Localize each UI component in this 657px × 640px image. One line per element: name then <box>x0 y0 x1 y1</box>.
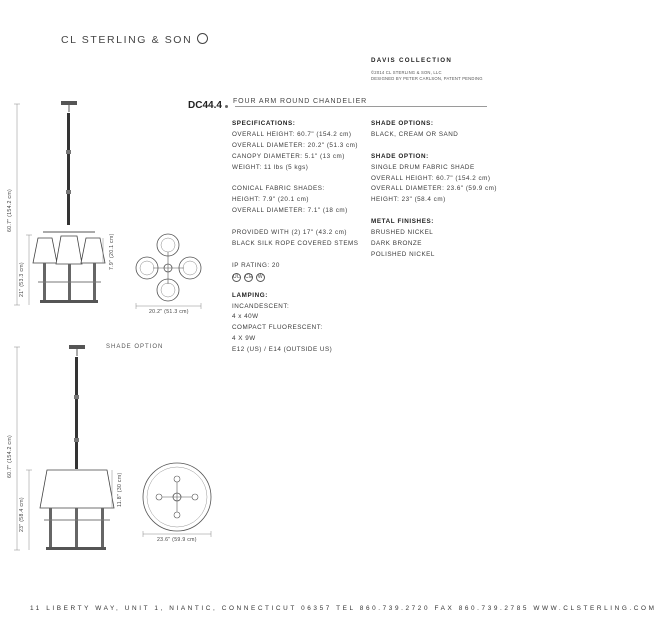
brand-circle-icon <box>197 33 208 44</box>
lamping-cfl-value: 4 X 9W <box>232 335 256 343</box>
brand-logo <box>61 33 208 46</box>
footer-address: 11 LIBERTY WAY, UNIT 1, NIANTIC, CONNECTICUT 06357 TEL 860.739.2720 FAX 860.739.2785 WWW.CLSTERLING.COM <box>30 605 657 612</box>
specs-heading: SPECIFICATIONS: <box>232 120 296 127</box>
lamping-incandescent: INCANDESCENT: <box>232 302 290 310</box>
cert-icons <box>232 273 358 284</box>
shade-option-name: SINGLE DRUM FABRIC SHADE <box>371 163 475 171</box>
spec-overall-height: OVERALL HEIGHT: 60.7" (154.2 cm) <box>232 130 352 138</box>
options-column <box>371 120 497 262</box>
model-number: DC44.4 <box>188 100 222 111</box>
copyright: ©2014 CL STERLING & SON, LLC <box>371 70 442 75</box>
spec-ip-rating: IP RATING: 20 <box>232 261 280 269</box>
drawing2-diameter-label: 23.6" (59.9 cm) <box>157 537 197 543</box>
collection-credits <box>371 70 483 82</box>
shade-options-heading: SHADE OPTIONS: <box>371 120 434 127</box>
metal-finish-item: POLISHED NICKEL <box>371 250 435 258</box>
spec-canopy-diameter: CANOPY DIAMETER: 5.1" (13 cm) <box>232 152 345 160</box>
drawing1-body-height-label: 21" (53.3 cm) <box>19 262 25 297</box>
drawing2-body-height-label: 23" (58.4 cm) <box>19 497 25 532</box>
title-rule <box>235 106 487 107</box>
ce-cert-icon: CE <box>245 273 253 280</box>
metal-finishes-heading: METAL FINISHES: <box>371 218 434 226</box>
designer-credit: DESIGNED BY PETER CARLSON, PATENT PENDING <box>371 76 483 81</box>
drawing1-shade-height-label: 7.9" (20.1 cm) <box>109 233 115 270</box>
ul-cert-icon: UL <box>233 273 241 280</box>
spec-stems-2: BLACK SILK ROPE COVERED STEMS <box>232 240 359 248</box>
metal-finish-item: DARK BRONZE <box>371 240 422 248</box>
shade-option-overall-height: OVERALL HEIGHT: 60.7" (154.2 cm) <box>371 174 491 182</box>
lamping-cfl: COMPACT FLUORESCENT: <box>232 324 323 332</box>
spec-shade-diameter: OVERALL DIAMETER: 7.1" (18 cm) <box>232 207 348 215</box>
w-cert-icon: W <box>257 273 264 280</box>
shade-option-height: HEIGHT: 23" (58.4 cm) <box>371 196 446 204</box>
spec-overall-diameter: OVERALL DIAMETER: 20.2" (51.3 cm) <box>232 141 358 149</box>
drawing2-shade-height-label: 11.8" (30 cm) <box>117 472 123 507</box>
metal-finish-item: BRUSHED NICKEL <box>371 229 434 237</box>
brand-name: CL STERLING & SON <box>61 34 193 46</box>
spec-stems: PROVIDED WITH (2) 17" (43.2 cm) <box>232 229 348 237</box>
specs-column <box>232 120 358 357</box>
lamping-heading: LAMPING: <box>232 291 268 299</box>
lamping-incandescent-value: 4 x 40W <box>232 313 259 321</box>
spec-shade-height: HEIGHT: 7.9" (20.1 cm) <box>232 196 309 204</box>
shade-option-overall-diameter: OVERALL DIAMETER: 23.6" (59.9 cm) <box>371 185 497 193</box>
product-name: FOUR ARM ROUND CHANDELIER <box>233 98 371 105</box>
collection-title: DAVIS COLLECTION <box>371 57 453 64</box>
drawing1-diameter-label: 20.2" (51.3 cm) <box>149 309 189 315</box>
spec-weight: WEIGHT: 11 lbs (5 kgs) <box>232 163 309 171</box>
shade-option-drawing-label: SHADE OPTION <box>106 344 164 350</box>
shade-options-value: BLACK, CREAM OR SAND <box>371 130 459 138</box>
spec-shades-heading: CONICAL FABRIC SHADES: <box>232 185 325 193</box>
drawing1-overall-height-label: 60.7" (154.2 cm) <box>7 189 13 232</box>
shade-option-heading: SHADE OPTION: <box>371 152 429 160</box>
drawing2-overall-height-label: 60.7" (154.2 cm) <box>7 435 13 478</box>
lamping-bases: E12 (US) / E14 (OUTSIDE US) <box>232 346 333 354</box>
title-dot <box>225 105 228 108</box>
